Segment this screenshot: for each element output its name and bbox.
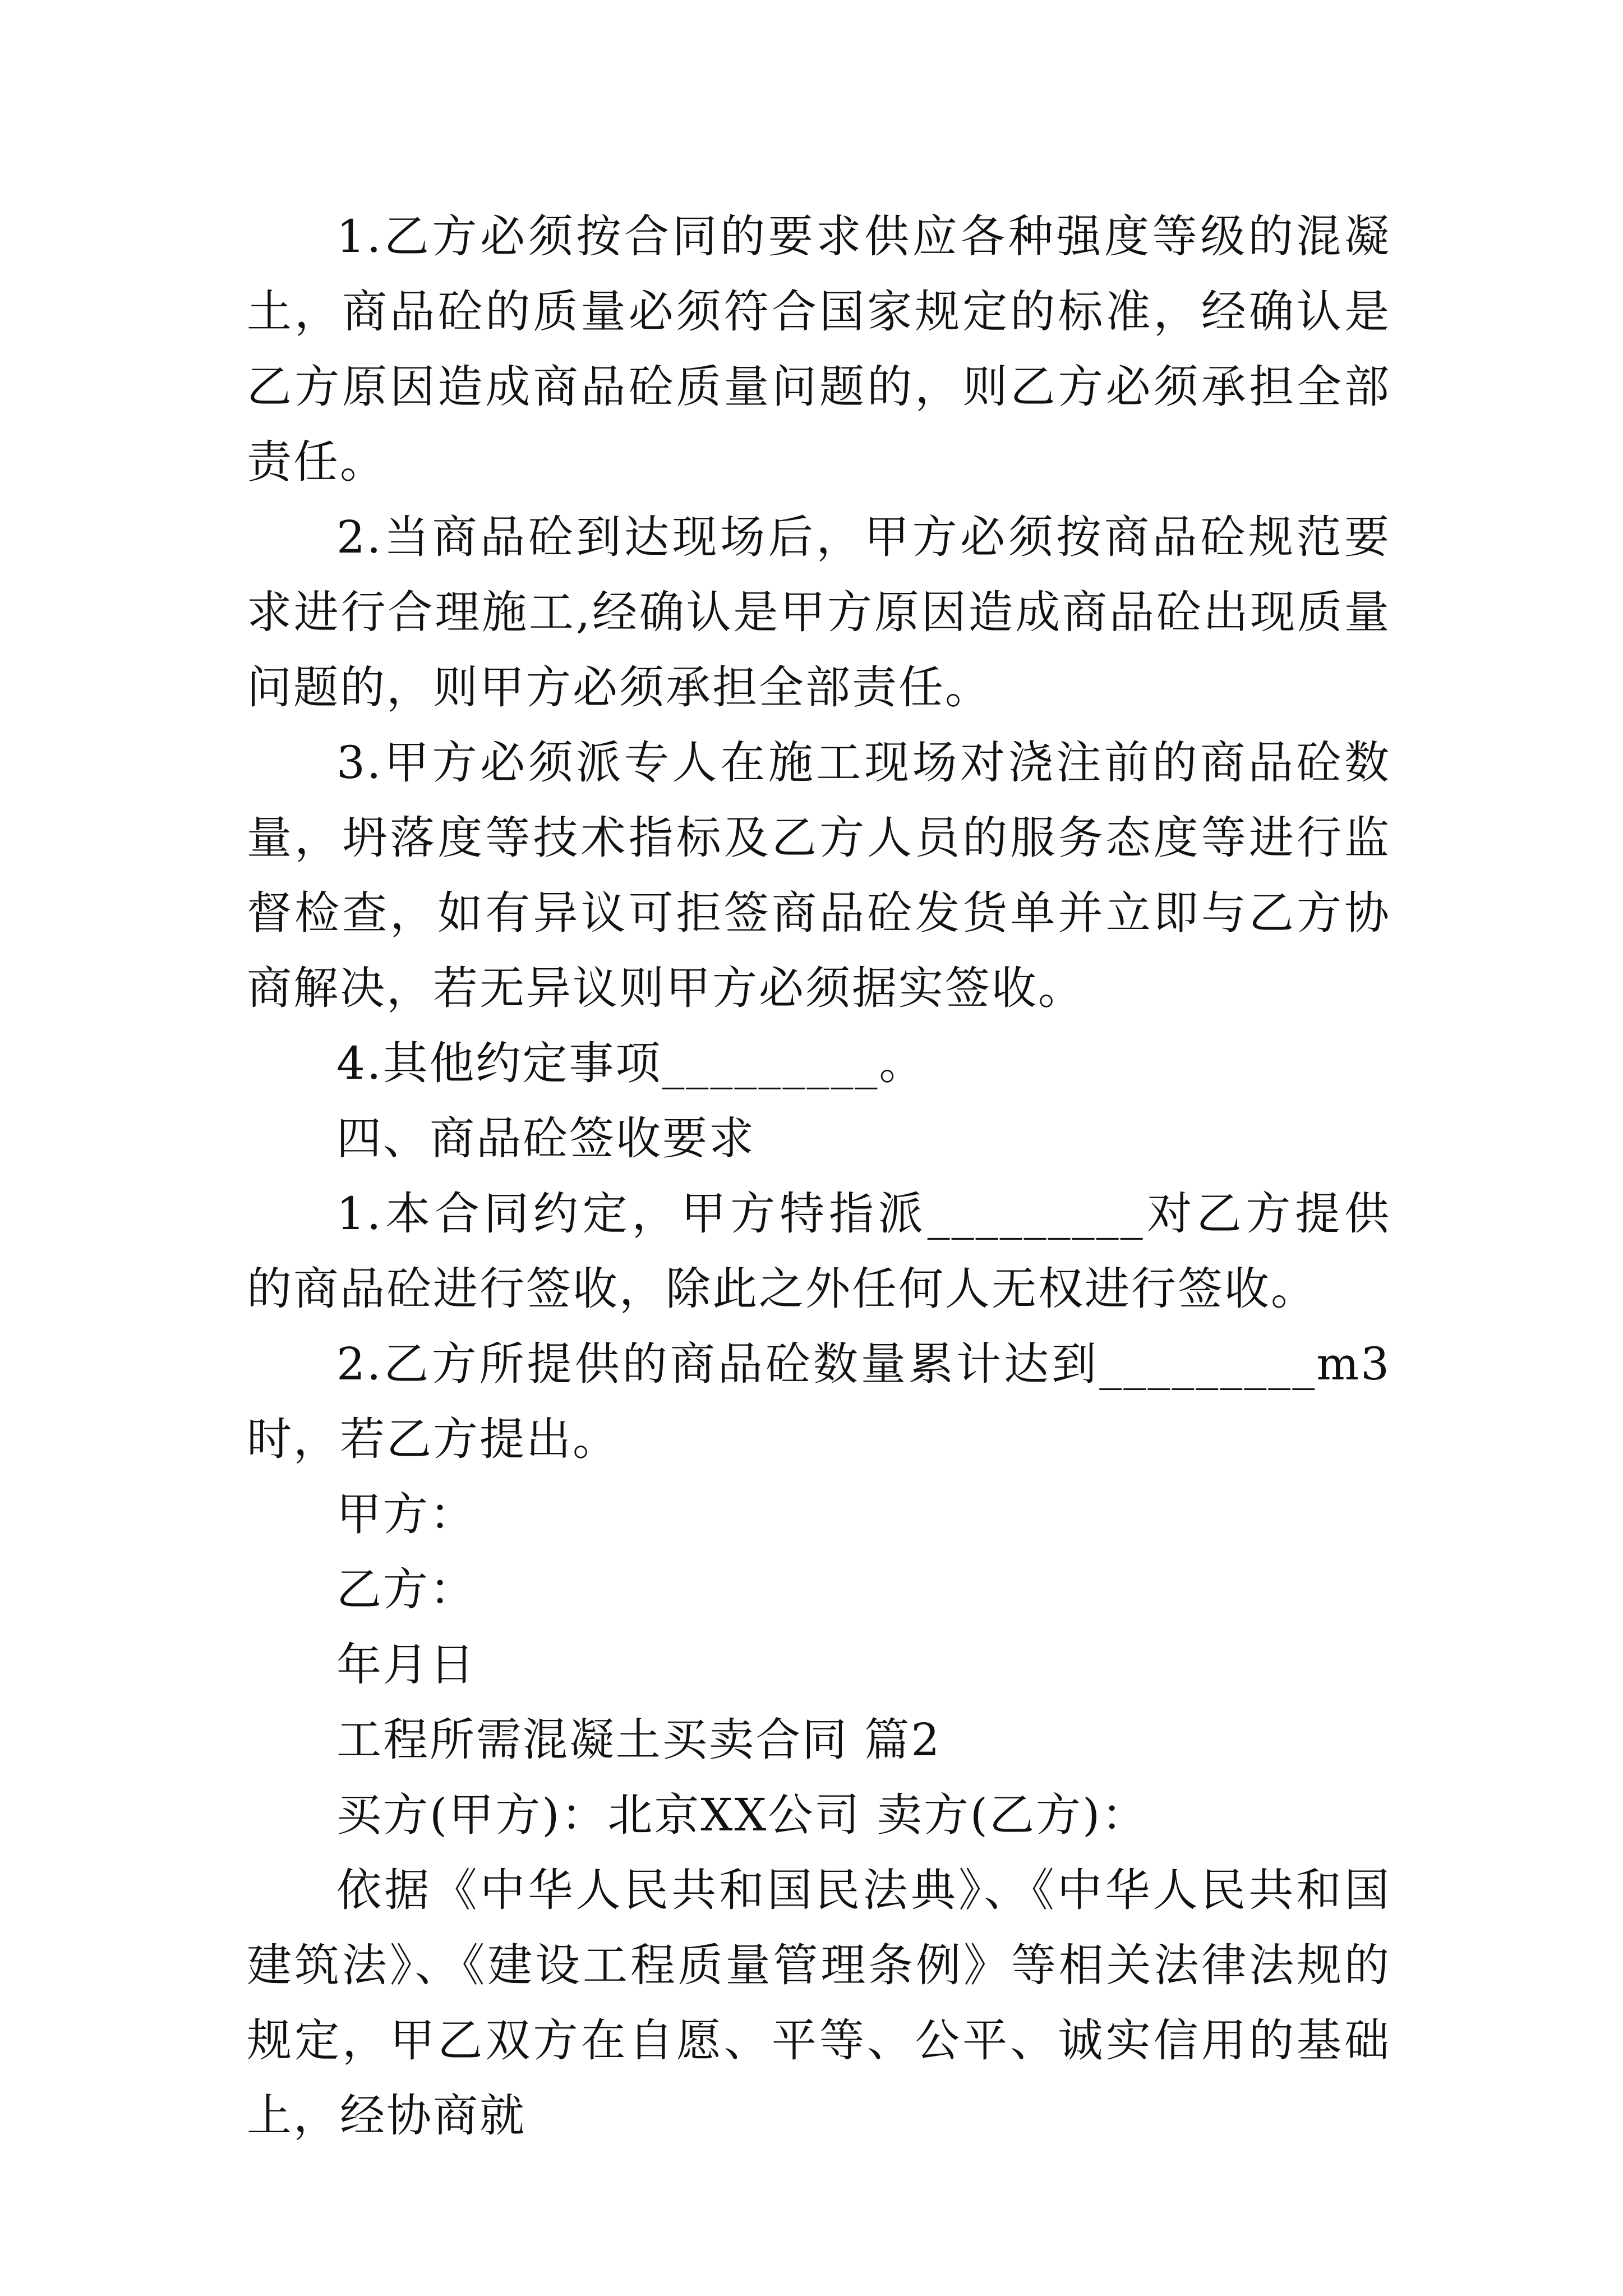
clause-paragraph: 1.本合同约定，甲方特指派_________对乙方提供的商品砼进行签收，除此之外任何人无权进行签收。: [247, 1188, 1391, 1315]
party-b-signature-line: 乙方：: [336, 1563, 476, 1616]
document-body: [247, 199, 1391, 2154]
clause-paragraph: 依据《中华人民共和国民法典》、《中华人民共和国建筑法》、《建设工程质量管理条例》等相关法律法规的规定，甲乙双方在自愿、平等、公平、诚实信用的基础上，经协商就: [247, 1864, 1391, 2142]
parties-line: 买方(甲方)：北京XX公司 卖方(乙方)：: [336, 1789, 1149, 1841]
clause-paragraph: 3.甲方必须派专人在施工现场对浇注前的商品砼数量，坍落度等技术指标及乙方人员的服务态度等进行监督检查，如有异议可拒签商品砼发货单并立即与乙方协商解决，若无异议则甲方必须据实签收。: [247, 737, 1391, 1014]
clause-paragraph: 1.乙方必须按合同的要求供应各种强度等级的混凝土，商品砼的质量必须符合国家规定的标准，经确认是乙方原因造成商品砼质量问题的，则乙方必须承担全部责任。: [247, 210, 1391, 488]
section-heading: 四、商品砼签收要求: [336, 1112, 755, 1165]
party-a-signature-line: 甲方：: [336, 1488, 476, 1540]
clause-paragraph: 2.乙方所提供的商品砼数量累计达到_________m3时，若乙方提出。: [247, 1338, 1391, 1465]
clause-paragraph: 2.当商品砼到达现场后，甲方必须按商品砼规范要求进行合理施工,经确认是甲方原因造成商品砼出现质量问题的，则甲方必须承担全部责任。: [247, 511, 1391, 714]
date-line: 年月日: [336, 1639, 476, 1691]
contract-title: 工程所需混凝土买卖合同 篇2: [336, 1714, 942, 1766]
clause-paragraph: 4.其他约定事项_________。: [336, 1037, 926, 1089]
